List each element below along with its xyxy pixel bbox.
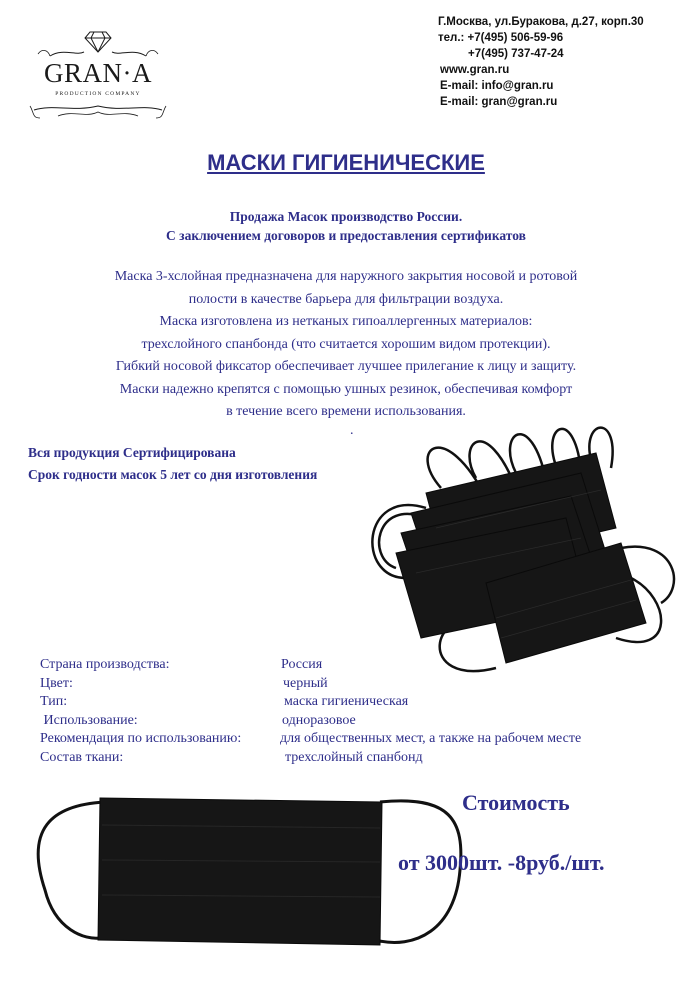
logo-tagline: PRODUCTION COMPANY	[55, 91, 141, 97]
company-logo	[28, 18, 168, 126]
subtitle-line: С заключением договоров и предоставления сертификатов	[166, 228, 526, 243]
spec-value: черный	[283, 675, 328, 691]
address-text: Г.Москва, ул.Буракова, д.27, корп.30	[438, 16, 644, 28]
product-description	[0, 266, 692, 424]
description-line: трехслойного спанбонда (что считается хорошим видом протекции).	[141, 336, 551, 352]
masks-stack-image	[366, 418, 692, 688]
spec-value: для общественных мест, а также на рабочем месте	[280, 731, 582, 746]
description-line: в течение всего времени использования.	[226, 404, 466, 419]
stray-dot: .	[350, 423, 354, 438]
description-line: Гибкий носовой фиксатор обеспечивает лучшее прилегание к лицу и защиту.	[115, 359, 577, 374]
description-line: Маски надежно крепятся с помощью ушных резинок, обеспечивая комфорт	[119, 381, 573, 397]
description-line: Маска 3-хслойная предназначена для наружного закрытия носовой и ротовой	[114, 269, 578, 284]
spec-value: трехслойный спанбонд	[285, 749, 423, 765]
spec-label: Рекомендация по использованию:	[40, 731, 242, 746]
certification-line: Срок годности масок 5 лет со дня изготовления	[28, 467, 318, 482]
spec-label: Состав ткани:	[40, 749, 124, 765]
certification-block	[28, 442, 317, 486]
price-value: от 3000шт. -8руб./шт.	[398, 850, 605, 875]
description-line: полости в качестве барьера для фильтрации воздуха.	[188, 291, 504, 307]
certification-line: Вся продукция Сертифицирована	[28, 445, 236, 460]
price-title: Стоимость	[462, 790, 570, 815]
spec-label: Цвет:	[40, 675, 73, 691]
page-title: МАСКИ ГИГИЕНИЧЕСКИЕ	[207, 150, 485, 175]
phone-text: тел.: +7(495) 506-59-96	[438, 32, 564, 44]
phone-text: +7(495) 737-47-24	[468, 48, 564, 60]
website-link[interactable]: www.gran.ru	[440, 64, 510, 76]
contact-block	[438, 14, 644, 110]
spec-label: Страна производства:	[40, 657, 170, 672]
spec-label: Использование:	[40, 712, 138, 728]
subtitle-block	[0, 207, 692, 245]
email-link[interactable]: E-mail: info@gran.ru	[440, 80, 554, 92]
subtitle-line: Продажа Масок производство России.	[229, 209, 463, 224]
spec-label: Тип:	[40, 694, 68, 709]
email-link[interactable]: E-mail: gran@gran.ru	[440, 96, 558, 108]
logo-wordmark: GRAN·A	[44, 58, 152, 88]
description-line: Маска изготовлена из нетканых гипоаллергенных материалов:	[159, 314, 533, 329]
spec-value: Россия	[281, 657, 323, 672]
spec-values	[0, 656, 692, 768]
spec-value: маска гигиеническая	[284, 694, 409, 709]
spec-value: одноразовое	[282, 712, 356, 728]
